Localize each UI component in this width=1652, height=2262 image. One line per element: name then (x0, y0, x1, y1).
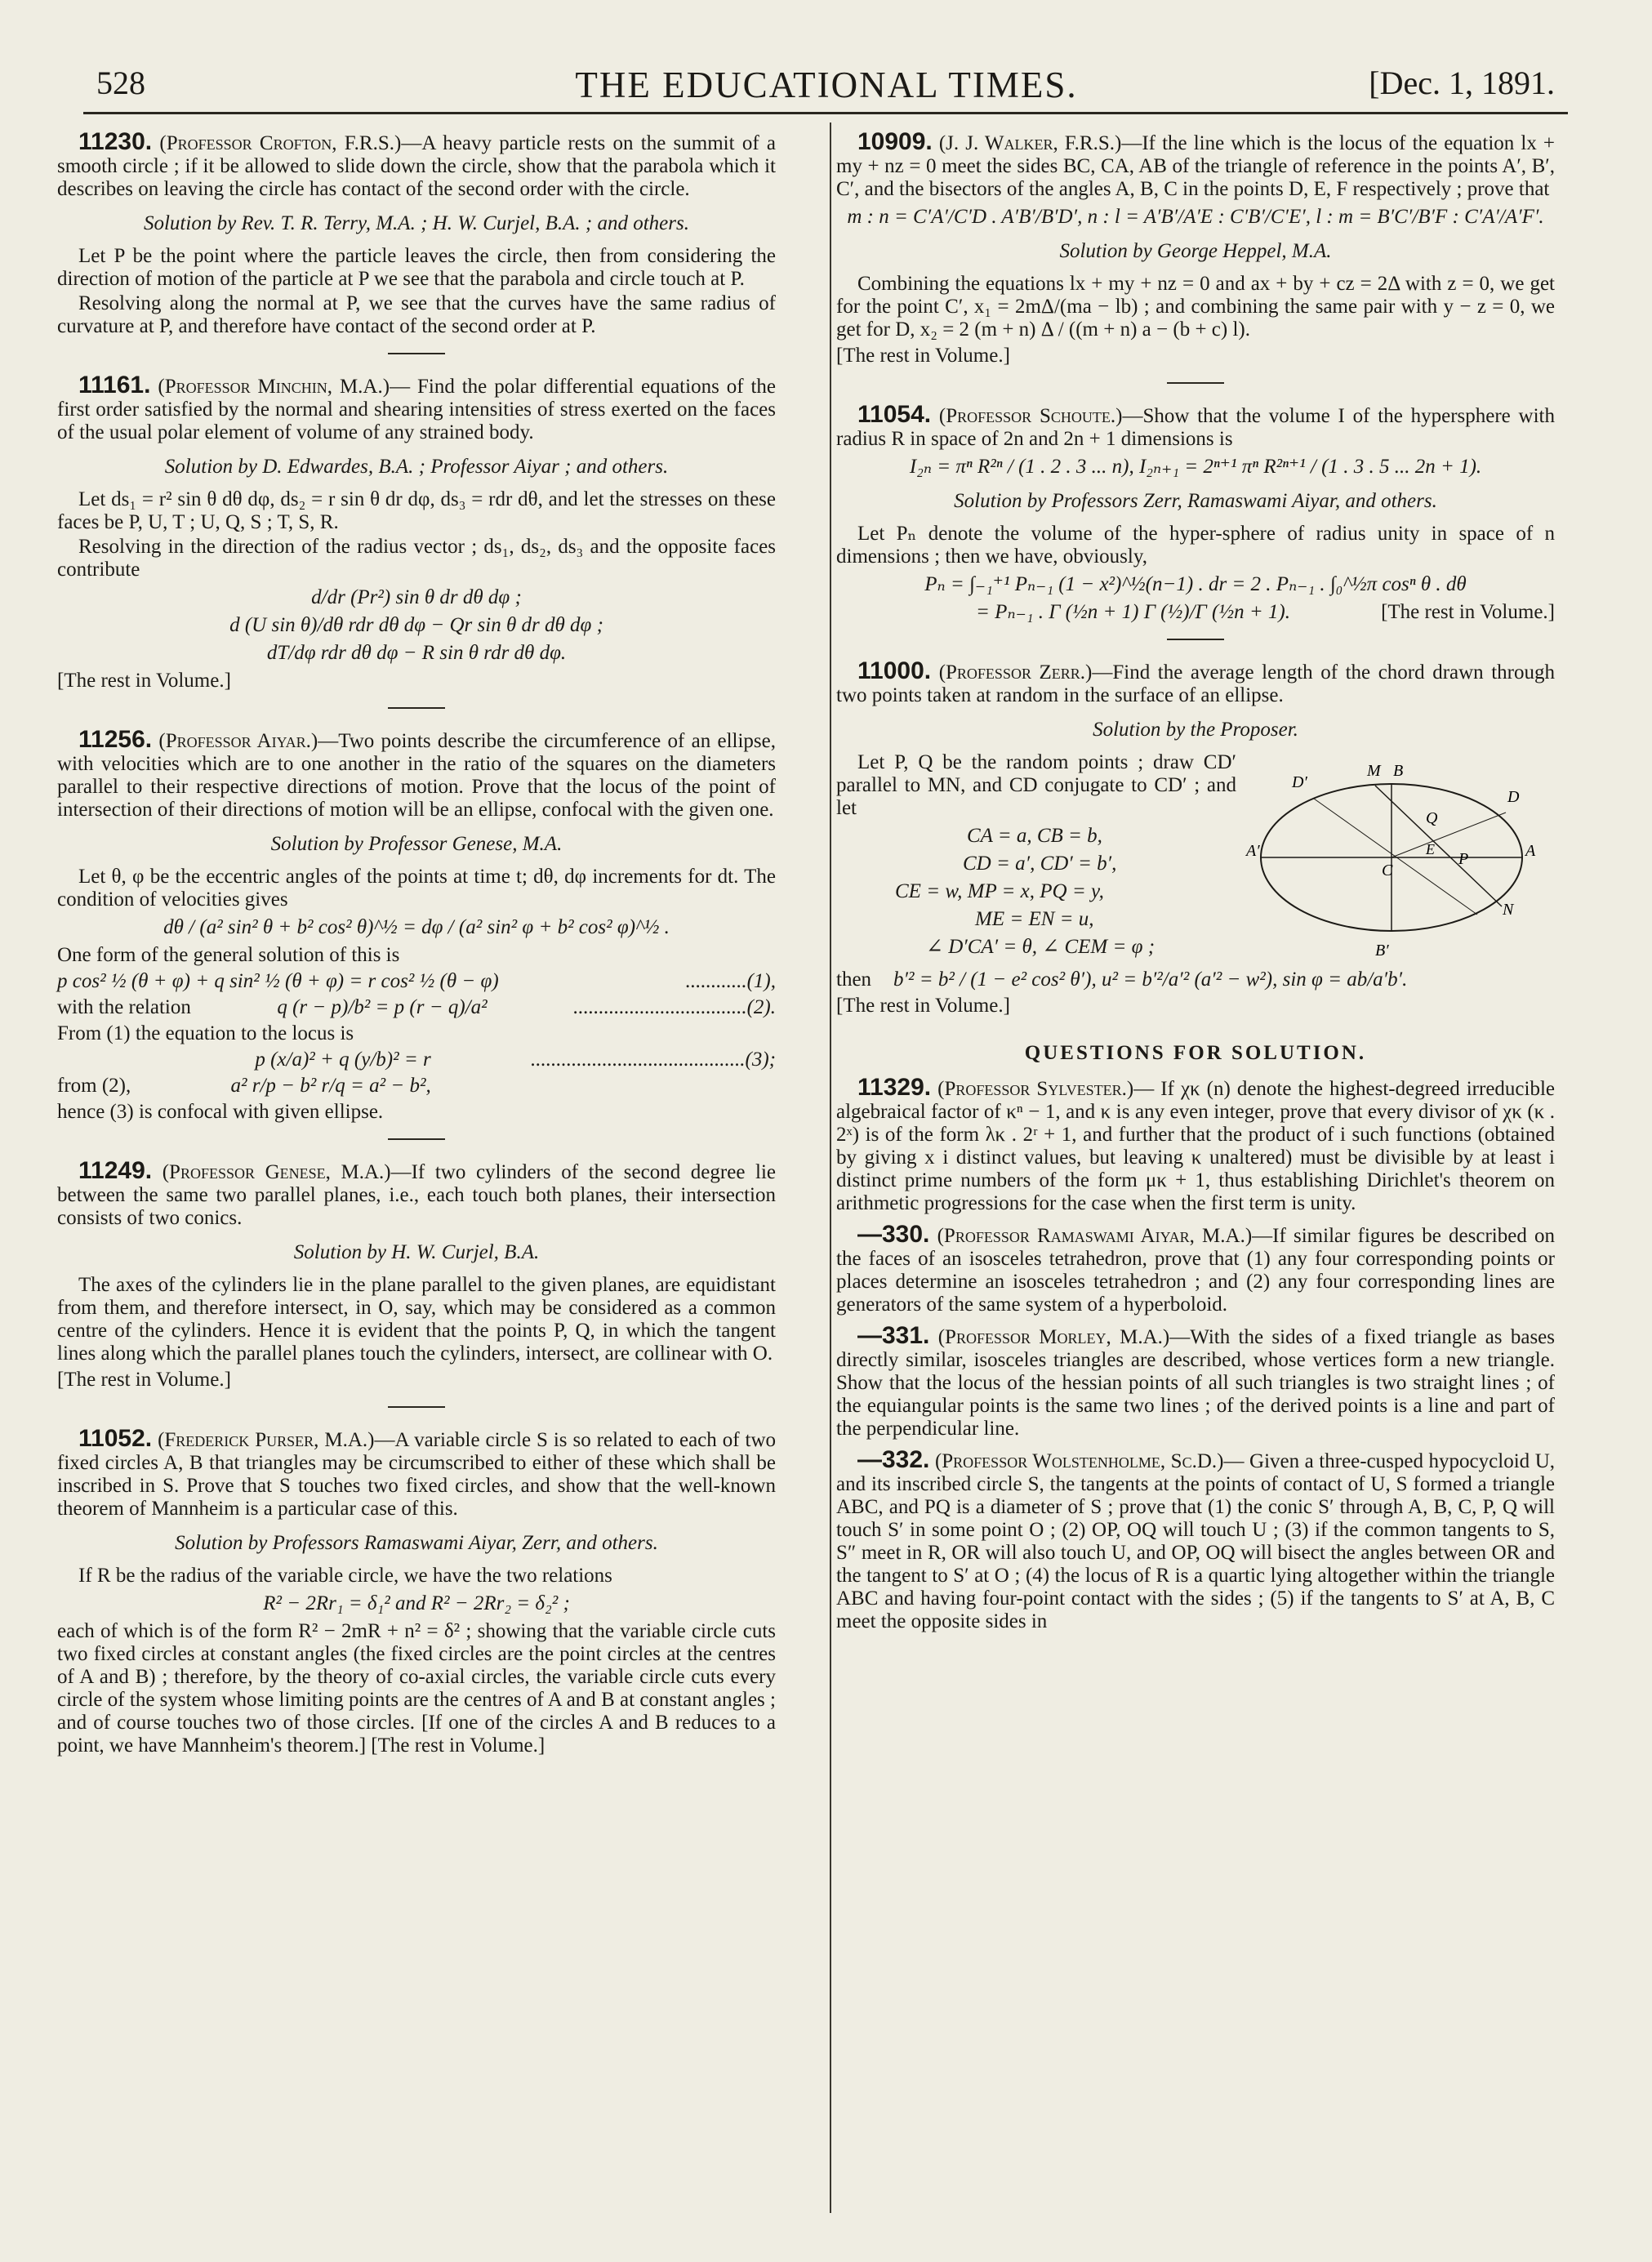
question-11000 (836, 657, 1556, 1017)
diameter-dd (1314, 799, 1477, 915)
question-text: —With the sides of a fixed triangle as bases directly similar, isosceles triangles are described, whose vertices form a new triangle. Show that the locus of the hessian points of all such triangles is two straight lines ; of the equiangular points is the same two lines ; of the derived points is a line and part of the perpendicular line. (836, 1326, 1555, 1440)
section-divider (388, 1406, 445, 1408)
equation: CA = a, CB = b, (967, 825, 1102, 847)
question-number: —330. (857, 1221, 930, 1248)
equation: ∠ D′CA′ = θ, ∠ CEM = φ ; (926, 936, 1156, 958)
question-number: 11000. (857, 657, 932, 684)
question-11329 (836, 1076, 1555, 1215)
question-author: (Professor Schoute.) (938, 405, 1123, 427)
equation-row (836, 968, 1555, 991)
question-11161 (57, 374, 776, 709)
paragraph: Resolving along the normal at P, we see that the curves have the same radius of curvature at P, and therefore have contact of the second order at P. (57, 292, 776, 337)
question-332 (836, 1446, 1555, 1633)
paragraph: The axes of the cylinders lie in the plane parallel to the given planes, are equidistant from them, and therefore intersect, in O, say, which may be considered as a common centre of the cylinders. Hence it is evident that the points P, Q, in which the tangent lines along which the parallel planes touch the cylinders, intersect, are collinear with O. (57, 1274, 776, 1365)
fig-label: P (1458, 850, 1469, 868)
question-author: (Professor Aiyar.) (158, 730, 318, 752)
rest-in-volume: [The rest in Volume.] (836, 345, 1010, 367)
equation: p (x/a)² + q (y/b)² = r (255, 1049, 431, 1071)
question-text: — If χκ (n) denote the highest-degreed irreducible algebraical factor of κⁿ − 1, and κ is any even integer, prove that every divisor of χκ (κ . 2ˣ) is of the form λκ . 2ʳ + 1, and further that the product of i such functions (obtained by giving x i distinct values, but leaving κ unaltered) must be divisible by at least i distinct prime numbers of the form μκ + 1, thus establishing Dirichlet's theorem on arithmetic progressions for the case when the first term is unity. (836, 1078, 1556, 1214)
question-author: (Frederick Purser, M.A.) (158, 1429, 375, 1451)
rest-in-volume: [The rest in Volume.] (57, 1369, 231, 1391)
paragraph: Let θ, φ be the eccentric angles of the points at time t; dθ, dφ increments for dt. The condition of velocities gives (57, 866, 776, 911)
issue-date: [Dec. 1, 1891. (1369, 65, 1555, 101)
section-divider (1167, 382, 1224, 384)
paragraph: If R be the radius of the variable circle, we have the two relations (78, 1565, 612, 1587)
question-number: 11256. (78, 726, 153, 753)
fig-label: D (1507, 788, 1520, 806)
equation: p cos² ½ (θ + φ) + q sin² ½ (θ + φ) = r cos² ½ (θ − φ) (57, 970, 499, 992)
question-text: —A heavy particle rests on the summit of a smooth circle ; if it be allowed to slide down the circle, show that the parabola which it describes on leaving the circle has contact of the second order with the circle. (57, 132, 777, 200)
page-header (91, 64, 1561, 113)
equation: b′² = b² / (1 − e² cos² θ′), u² = b′²/a′² (a′² − w²), sin φ = ab/a′b′. (893, 968, 1408, 991)
header-rule (83, 112, 1568, 114)
question-number: 11052. (78, 1425, 153, 1452)
fig-label: B (1393, 762, 1404, 780)
paragraph: Combining the equations lx + my + nz = 0 and ax + by + cz = 2Δ with z = 0, we get for the point C′, x₁ = 2mΔ/(ma − lb) ; and combining the same pair with y − z = 0, we get for D, x₂ = 2 (m + n) Δ / ((m + n) a − (b + c) l). (836, 273, 1555, 341)
question-11249 (57, 1157, 776, 1408)
equation: d/dr (Pr²) sin θ dr dθ dφ ; (311, 586, 522, 608)
solution-byline: Solution by Professor Genese, M.A. (270, 833, 563, 855)
paragraph: Let P be the point where the particle leaves the circle, then from considering the direction of motion of the particle at P we see that the parabola and circle touch at P. (57, 245, 776, 290)
question-text: —Find the average length of the chord drawn through two points taken at random in the surface of an ellipse. (836, 661, 1556, 706)
paragraph: Let P, Q be the random points ; draw CD′ parallel to MN, and CD conjugate to CD′ ; and let (836, 751, 1236, 819)
solution-byline: Solution by D. Edwardes, B.A. ; Professor Aiyar ; and others. (164, 456, 669, 478)
solution-byline: Solution by the Proposer. (1093, 719, 1298, 741)
rest-in-volume: [The rest in Volume.] (1381, 601, 1555, 623)
rest-in-volume: [The rest in Volume.] (836, 995, 1010, 1017)
solution-byline: Solution by George Heppel, M.A. (1059, 240, 1332, 262)
question-11054 (836, 403, 1555, 640)
fig-label: A′ (1246, 842, 1260, 860)
page-number: 528 (96, 65, 145, 101)
equation-row (57, 1049, 776, 1071)
equation: ME = EN = u, (975, 908, 1094, 930)
section-heading: QUESTIONS FOR SOLUTION. (1024, 1042, 1367, 1064)
equation-tag: ............(1), (685, 970, 776, 992)
question-10909 (836, 128, 1556, 384)
label: then (836, 968, 872, 991)
label: with the relation (57, 996, 191, 1018)
label: from (2), (57, 1075, 131, 1097)
question-number: 11249. (78, 1157, 153, 1184)
rest-in-volume: [The rest in Volume.] (57, 670, 231, 692)
question-number: —332. (857, 1446, 930, 1473)
paragraph: One form of the general solution of this is (57, 944, 400, 966)
fig-label: A (1525, 842, 1536, 860)
question-330 (836, 1223, 1555, 1316)
question-number: 11161. (78, 372, 151, 399)
fig-label: M (1367, 762, 1381, 780)
section-divider (1167, 639, 1224, 640)
question-author: (Professor Zerr.) (938, 661, 1093, 683)
equation: a² r/p − b² r/q = a² − b², (230, 1075, 431, 1097)
right-column (836, 128, 1556, 1635)
question-text: — Find the polar differential equations of the first order satisfied by the normal and shearing intensities of stress exerted on the faces of the usual polar element of volume of any strained body. (57, 376, 776, 443)
question-11256 (57, 728, 776, 1140)
equation-tag: ..........................................(3); (531, 1049, 776, 1071)
question-text: —Show that the volume I of the hypersphere with radius R in space of 2n and 2n + 1 dimensions is (836, 405, 1555, 450)
equation: = Pₙ₋₁ . Γ (½n + 1) Γ (½)/Γ (½n + 1). (976, 601, 1291, 623)
equation: d (U sin θ)/dθ rdr dθ dφ − Qr sin θ dr dθ dφ ; (229, 614, 603, 636)
section-divider (388, 353, 445, 354)
equation: R² − 2Rr₁ = δ₁² and R² − 2Rr₂ = δ₂² ; (263, 1592, 570, 1614)
question-text: —Two points describe the circumference of an ellipse, with velocities which are to one another in the ratio of the squares on the diameters parallel to their respective directions of motion. Prove that the locus of the point of intersection of their directions of motion will be an ellipse, confocal with the given one. (57, 730, 777, 821)
paragraph: Let ds₁ = r² sin θ dθ dφ, ds₂ = r sin θ dr dφ, ds₃ = rdr dθ, and let the stresses on these faces be P, U, T ; U, Q, S ; T, S, R. (57, 488, 776, 533)
question-author: (Professor Morley, M.A.) (937, 1326, 1170, 1348)
equation-tag: ..................................(2). (573, 996, 776, 1018)
question-author: (Professor Ramaswami Aiyar, M.A.) (937, 1225, 1253, 1247)
equation-row (836, 601, 1555, 624)
equation: CE = w, MP = x, PQ = y, (895, 880, 1104, 902)
question-text: — Given a three-cusped hypocycloid U, and its inscribed circle S, the tangents at the points of contact of U, S formed a triangle ABC, and PQ is a diameter of S ; prove that (1) the conic S′ through A, B, C, P, Q will touch S′ in some point O ; (2) OP, OQ will touch U ; (3) if the common tangents to S, S″ meet in R, OR will also touch U, and OP, OQ will bisect the angles between OR and the tangent to S′ at O ; (4) the locus of R is a quartic lying altogether within the triangle ABC and having four-point contact with the sides ; (5) if the tangents to S′ at A, B, C meet the opposite sides in (836, 1450, 1555, 1632)
solution-byline: Solution by Rev. T. R. Terry, M.A. ; H. W. Curjel, B.A. ; and others. (143, 212, 689, 234)
paragraph: hence (3) is confocal with given ellipse. (57, 1101, 384, 1123)
journal-title: THE EDUCATIONAL TIMES. (575, 65, 1078, 105)
question-text: —If similar figures be described on the faces of an isosceles tetrahedron, prove that (1) any four corresponding points or places determine an isosceles tetrahedron ; and (2) any four corresponding lines are generators of the same system of a hyperboloid. (836, 1225, 1556, 1316)
question-author: (J. J. Walker, F.R.S.) (938, 132, 1122, 154)
paragraph: Resolving in the direction of the radius vector ; ds₁, ds₂, ds₃ and the opposite faces contribute (57, 536, 776, 581)
equation-row (57, 1075, 776, 1098)
solution-byline: Solution by Professors Ramaswami Aiyar, Zerr, and others. (175, 1532, 658, 1554)
question-11230 (57, 128, 777, 354)
question-author: (Professor Wolstenholme, Sc.D.) (934, 1450, 1224, 1472)
question-number: 11230. (78, 128, 153, 155)
question-number: 11329. (857, 1074, 932, 1101)
fig-label: Q (1426, 809, 1438, 827)
equation: CD = a′, CD′ = b′, (963, 853, 1117, 875)
equation: Pₙ = ∫₋₁⁺¹ Pₙ₋₁ (1 − x²)^½(n−1) . dr = 2 . Pₙ₋₁ . ∫₀^½π cosⁿ θ . dθ (924, 573, 1467, 595)
left-column (57, 128, 777, 1759)
paragraph: each of which is of the form R² − 2mR + n² = δ² ; showing that the variable circle cuts two fixed circles at constant angles (the fixed circles are the point circles at the centres of A and B) ; therefore, by the theory of co-axial circles, the variable circle cuts every circle of the system whose limiting points are the centres of A and B at constant angles ; and of course touches two of those circles. [If one of the circles A and B reduces to a point, we have Mannheim's theorem.] [The rest in Volume.] (57, 1620, 776, 1757)
section-divider (388, 1138, 445, 1140)
question-author: (Professor Minchin, M.A.) (158, 376, 390, 398)
question-author: (Professor Genese, M.A.) (162, 1161, 391, 1183)
solution-byline: Solution by H. W. Curjel, B.A. (293, 1241, 540, 1263)
paragraph: From (1) the equation to the locus is (57, 1022, 354, 1044)
question-author: (Professor Crofton, F.R.S.) (159, 132, 402, 154)
question-11052 (57, 1427, 776, 1757)
equation-row (57, 970, 776, 993)
question-author: (Professor Sylvester.) (937, 1078, 1134, 1100)
equation: dθ / (a² sin² θ + b² cos² θ)^½ = dφ / (a² sin² φ + b² cos² φ)^½ . (163, 916, 670, 938)
equation: I₂ₙ = πⁿ R²ⁿ / (1 . 2 . 3 ... n), I₂ₙ₊₁ = 2ⁿ⁺¹ πⁿ R²ⁿ⁺¹ / (1 . 3 . 5 ... 2n + 1). (909, 456, 1482, 478)
paragraph: Let Pₙ denote the volume of the hyper-sphere of radius unity in space of n dimensions ; then we have, obviously, (836, 523, 1555, 568)
solution-byline: Solution by Professors Zerr, Ramaswami Aiyar, and others. (954, 490, 1437, 512)
equation-row (57, 996, 776, 1019)
fig-label: D′ (1292, 773, 1307, 791)
question-text: —If the line which is the locus of the equation lx + my + nz = 0 meet the sides BC, CA, AB of the triangle of reference in the points A′, B′, C′, and the bisectors of the angles A, B, C in the points D, E, F respectively ; prove that (836, 132, 1556, 200)
fig-label: E (1426, 841, 1435, 857)
question-text: —A variable circle S is so related to each of two fixed circles A, B that triangles may be circumscribed to either of these which shall be inscribed in S. Prove that S touches two fixed circles, and show that the well-known theorem of Mannheim is a particular case of this. (57, 1429, 776, 1520)
fig-label: N (1503, 901, 1514, 919)
question-number: 10909. (857, 128, 933, 155)
question-number: 11054. (857, 401, 932, 428)
column-divider (830, 122, 831, 2213)
question-number: —331. (857, 1322, 930, 1349)
equation: m : n = C′A′/C′D . A′B′/B′D′, n : l = A′B′/A′E : C′B′/C′E′, l : m = B′C′/B′F : C′A′/A′F′. (847, 206, 1544, 228)
chord-mn (1375, 786, 1502, 906)
section-divider (388, 707, 445, 709)
question-331 (836, 1322, 1555, 1440)
fig-label: B′ (1375, 942, 1389, 960)
equation: q (r − p)/b² = p (r − q)/a² (277, 996, 488, 1018)
equation: dT/dφ rdr dθ dφ − R sin θ rdr dθ dφ. (266, 642, 567, 664)
ellipse-figure (1245, 751, 1555, 964)
fig-label: C (1382, 862, 1393, 879)
diameter-cd (1392, 813, 1506, 857)
question-text: —If two cylinders of the second degree lie between the same two parallel planes, i.e., each touch both planes, their intersection consists of two conics. (57, 1161, 776, 1229)
